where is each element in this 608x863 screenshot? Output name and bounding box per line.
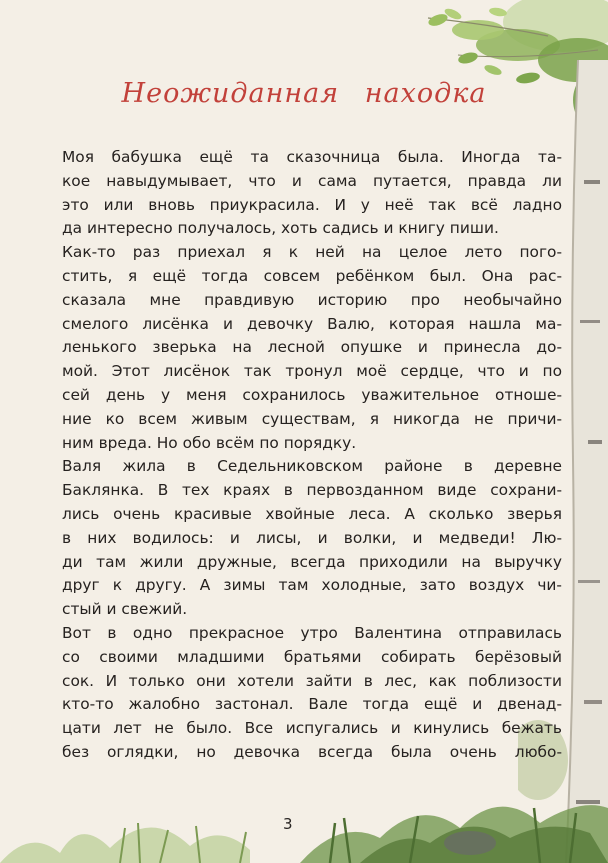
text-line: друг к другу. А зимы там холодные, зато воздух чи- bbox=[62, 576, 562, 595]
text-line: лись очень красивые хвойные леса. А сколько зверья bbox=[62, 504, 562, 523]
text-line: ленького зверька на лесной опушке и принесла до- bbox=[62, 338, 562, 357]
text-line: цати лет не было. Все испугались и кинулись бежать bbox=[62, 719, 562, 738]
text-line: сказала мне правдивую историю про необычайно bbox=[62, 290, 562, 309]
text-line: кто-то жалобно застонал. Вале тогда ещё и двенад- bbox=[62, 695, 562, 714]
text-line: кое навыдумывает, что и сама путается, правда ли bbox=[62, 171, 562, 190]
chapter-text bbox=[62, 146, 562, 765]
text-line: Баклянка. В тех краях в первозданном виде сохрани- bbox=[62, 481, 562, 500]
text-line: это или вновь приукрасила. И у неё так всё ладно bbox=[62, 195, 562, 214]
text-line: ним вреда. Но обо всём по порядку. bbox=[62, 433, 357, 452]
grass-illustration bbox=[0, 768, 608, 863]
text-line: стый и свежий. bbox=[62, 600, 188, 619]
text-line: без оглядки, но девочка всегда была очень любо- bbox=[62, 742, 562, 761]
text-line: Как-то раз приехал я к ней на целое лето пого- bbox=[62, 243, 562, 262]
text-line: Моя бабушка ещё та сказочница была. Иногда та- bbox=[62, 148, 562, 166]
text-line: ние ко всем живым существам, я никогда не причи- bbox=[62, 409, 562, 428]
text-line: ди там жили дружные, всегда приходили на выручку bbox=[62, 552, 562, 571]
text-line: мой. Этот лисёнок так тронул моё сердце, что и по bbox=[62, 362, 562, 381]
page-number: 3 bbox=[283, 815, 293, 833]
text-line: со своими младшими братьями собирать берёзовый bbox=[62, 647, 562, 666]
text-line: Валя жила в Седельниковском районе в деревне bbox=[62, 457, 562, 476]
text-line: в них водилось: и лисы, и волки, и медведи! Лю- bbox=[62, 528, 562, 547]
chapter-title: Неожиданная находка bbox=[121, 78, 487, 109]
text-line: сок. И только они хотели зайти в лес, как поблизости bbox=[62, 671, 562, 690]
text-line: сей день у меня сохранилось уважительное отноше- bbox=[62, 385, 562, 404]
text-line: да интересно получалось, хоть садись и книгу пиши. bbox=[62, 219, 499, 238]
text-line: стить, я ещё тогда совсем ребёнком был. Она рас- bbox=[62, 266, 562, 285]
text-line: смелого лисёнка и девочку Валю, которая нашла ма- bbox=[62, 314, 562, 333]
text-line: Вот в одно прекрасное утро Валентина отправилась bbox=[62, 623, 562, 642]
